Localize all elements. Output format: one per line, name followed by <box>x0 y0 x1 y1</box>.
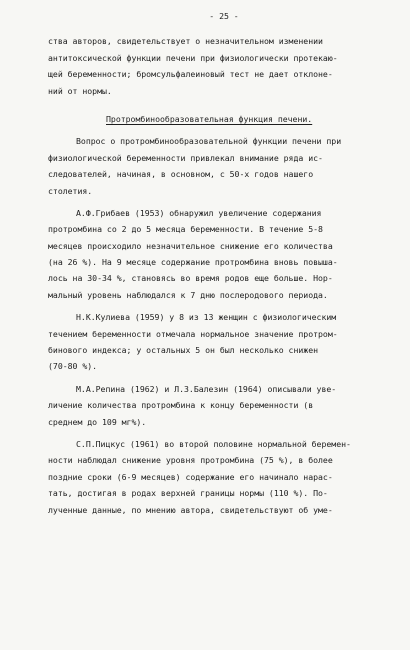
text-line: ности наблюдал снижение уровня протромбина (75 %), в более <box>48 455 333 466</box>
text-line: протромбина со 2 до 5 месяца беременности. В течение 5-8 <box>48 224 323 235</box>
text-line: течением беременности отмечала нормальное значение протром- <box>48 328 338 339</box>
text-line: лось на 30-34 %, становясь во время родов еще больше. Нор- <box>48 273 333 284</box>
text-line: (на 26 %). На 9 месяце содержание протромбина вновь повыша- <box>48 257 338 268</box>
text-line: следователей, начиная, в основном, с 50-х годов нашего <box>48 169 314 180</box>
text-line: Вопрос о протромбинообразовательной функции печени при <box>76 136 342 147</box>
paragraph-pitskus <box>48 436 400 518</box>
text-line: ства авторов, свидетельствует о незначительном изменении <box>48 36 323 47</box>
section-heading: Протромбинообразовательная функция печени. <box>106 113 313 124</box>
page-number: - 25 - <box>209 11 239 21</box>
text-line: С.П.Пицкус (1961) во второй половине нормальной беремен- <box>76 439 351 449</box>
text-line: (70-80 %). <box>48 361 98 372</box>
paragraph-intro <box>48 133 400 199</box>
text-line: ний от нормы. <box>48 85 112 96</box>
paragraph-continuation <box>48 33 400 99</box>
text-line: личение количества протромбина к концу беременности (в <box>48 400 314 411</box>
text-line: Н.К.Кулиева (1959) у 8 из 13 женщин с физиологическим <box>76 312 337 323</box>
section-heading-wrap <box>48 111 400 127</box>
text-line: лученные данные, по мнению автора, свидетельствуют об уме- <box>48 504 333 515</box>
text-line: бинового индекса; у остальных 5 он был несколько снижен <box>48 345 319 356</box>
paragraph-gribaev <box>48 205 400 303</box>
text-line: физиологической беременности привлекал внимание ряда ис- <box>48 152 323 163</box>
text-line: столетия. <box>48 185 93 196</box>
text-line: А.Ф.Грибаев (1953) обнаружил увеличение содержания <box>76 207 322 218</box>
text-line: среднем до 109 мг%). <box>48 416 147 427</box>
text-line: М.А.Репина (1962) и Л.З.Балезин (1964) описывали уве- <box>76 383 337 394</box>
text-line: щей беременности; бромсульфалеиновый тест не дает отклоне- <box>48 69 333 80</box>
text-line: мальный уровень наблюдался к 7 дню послеродового периода. <box>48 289 328 300</box>
paragraph-repina <box>48 381 400 430</box>
text-line: поздние сроки (6-9 месяцев) содержание его начинало нарас- <box>48 471 333 482</box>
paragraph-kulieva <box>48 309 400 375</box>
text-line: месяцев происходило незначительное снижение его количества <box>48 240 333 251</box>
text-line: тать, достигая в родах верхней границы нормы (110 %). По- <box>48 488 328 499</box>
text-line: антитоксической функции печени при физиологически протекаю- <box>48 52 338 63</box>
